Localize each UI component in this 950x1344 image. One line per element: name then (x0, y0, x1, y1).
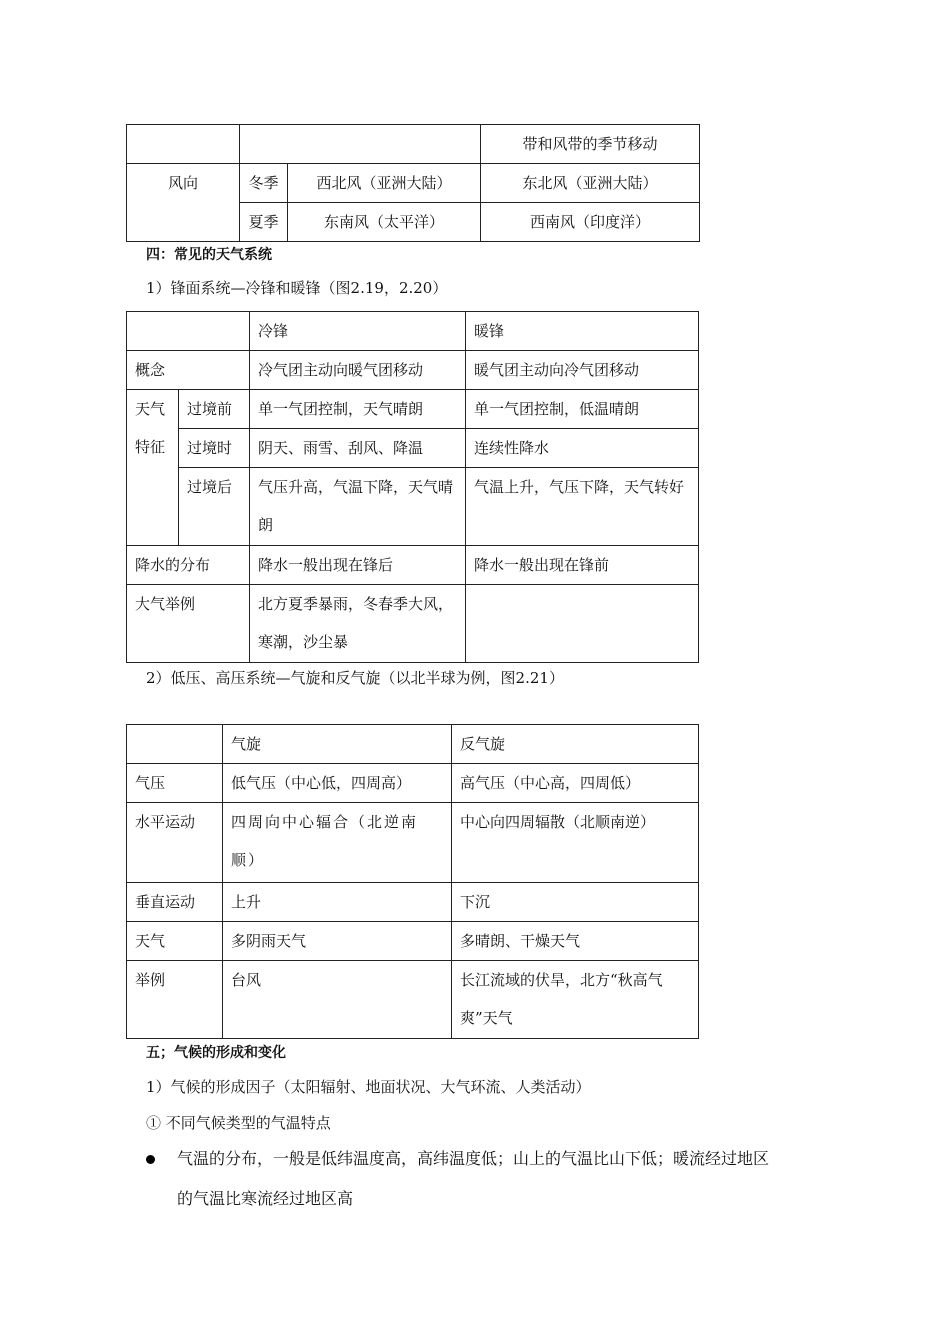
table1-summer: 夏季 (240, 203, 288, 242)
sub2-line: 2）低压、高压系统—气旋和反气旋（以北半球为例，图2.21） (146, 669, 564, 687)
table3-example-cyclone: 台风 (223, 961, 452, 1039)
table2-before: 过境前 (179, 390, 250, 429)
table3-pressure-cyclone: 低气压（中心低，四周高） (223, 764, 452, 803)
table2-during-warm: 连续性降水 (466, 429, 699, 468)
table3-vertical: 垂直运动 (127, 883, 223, 922)
table3-blank (127, 725, 223, 764)
table2-after-warm: 气温上升，气压下降，天气转好 (466, 468, 699, 546)
table2-during: 过境时 (179, 429, 250, 468)
table1-row-label: 风向 (127, 164, 240, 242)
table3-example-anticyclone: 长江流域的伏旱，北方“秋高气爽”天气 (452, 961, 699, 1039)
table3-horizontal-anticyclone: 中心向四周辐散（北顺南逆） (452, 803, 699, 883)
table2-blank (127, 312, 250, 351)
table3-weather-cyclone: 多阴雨天气 (223, 922, 452, 961)
table2-after-cold: 气压升高，气温下降，天气晴朗 (250, 468, 466, 546)
table2-example: 大气举例 (127, 585, 250, 663)
bullet-line-1: 气温的分布，一般是低纬温度高，高纬温度低；山上的气温比山下低；暖流经过地区 (177, 1149, 770, 1168)
table3-example: 举例 (127, 961, 223, 1039)
table2-concept-warm: 暖气团主动向冷气团移动 (466, 351, 699, 390)
table3-weather: 天气 (127, 922, 223, 961)
table3-horizontal: 水平运动 (127, 803, 223, 883)
table2-header-warm: 暖锋 (466, 312, 699, 351)
table2-header-cold: 冷锋 (250, 312, 466, 351)
table1-summer-east: 东南风（太平洋） (288, 203, 481, 242)
bullet-line-2: 的气温比寒流经过地区高 (177, 1189, 354, 1208)
table2-precip: 降水的分布 (127, 546, 250, 585)
table2-after: 过境后 (179, 468, 250, 546)
table1-winter-south: 东北风（亚洲大陆） (481, 164, 700, 203)
table1-winter-east: 西北风（亚洲大陆） (288, 164, 481, 203)
table2-concept-cold: 冷气团主动向暖气团移动 (250, 351, 466, 390)
table1-summer-south: 西南风（印度洋） (481, 203, 700, 242)
table2-weather-feature: 天气特征 (127, 390, 179, 546)
table2-example-warm (466, 585, 699, 663)
table2-precip-cold: 降水一般出现在锋后 (250, 546, 466, 585)
table1-top-cont: 带和风带的季节移动 (481, 125, 700, 164)
table2-during-cold: 阴天、雨雪、刮风、降温 (250, 429, 466, 468)
cyclone-table (126, 724, 699, 1039)
section5-sub1: 1）气候的形成因子（太阳辐射、地面状况、大气环流、人类活动） (146, 1078, 591, 1096)
table3-header-anticyclone: 反气旋 (452, 725, 699, 764)
section4-sub1: 1）锋面系统—冷锋和暖锋（图2.19，2.20） (146, 279, 448, 297)
bullet-icon (146, 1155, 155, 1164)
table2-concept: 概念 (127, 351, 250, 390)
section4-heading: 四：常见的天气系统 (146, 247, 272, 263)
section5-heading: 五；气候的形成和变化 (146, 1045, 286, 1061)
table1-winter: 冬季 (240, 164, 288, 203)
table3-weather-anticyclone: 多晴朗、干燥天气 (452, 922, 699, 961)
table3-vertical-anticyclone: 下沉 (452, 883, 699, 922)
front-table (126, 311, 699, 663)
table3-pressure-anticyclone: 高气压（中心高，四周低） (452, 764, 699, 803)
table3-header-cyclone: 气旋 (223, 725, 452, 764)
table2-example-cold: 北方夏季暴雨，冬春季大风，寒潮，沙尘暴 (250, 585, 466, 663)
wind-direction-table (126, 124, 700, 242)
table3-vertical-cyclone: 上升 (223, 883, 452, 922)
table2-before-cold: 单一气团控制，天气晴朗 (250, 390, 466, 429)
table2-precip-warm: 降水一般出现在锋前 (466, 546, 699, 585)
table3-horizontal-cyclone: 四周向中心辐合（北逆南顺） (223, 803, 452, 883)
table2-before-warm: 单一气团控制，低温晴朗 (466, 390, 699, 429)
table1-blank-b (240, 125, 481, 164)
table1-blank-a (127, 125, 240, 164)
table3-pressure: 气压 (127, 764, 223, 803)
section5-sub2: ① 不同气候类型的气温特点 (146, 1114, 331, 1132)
